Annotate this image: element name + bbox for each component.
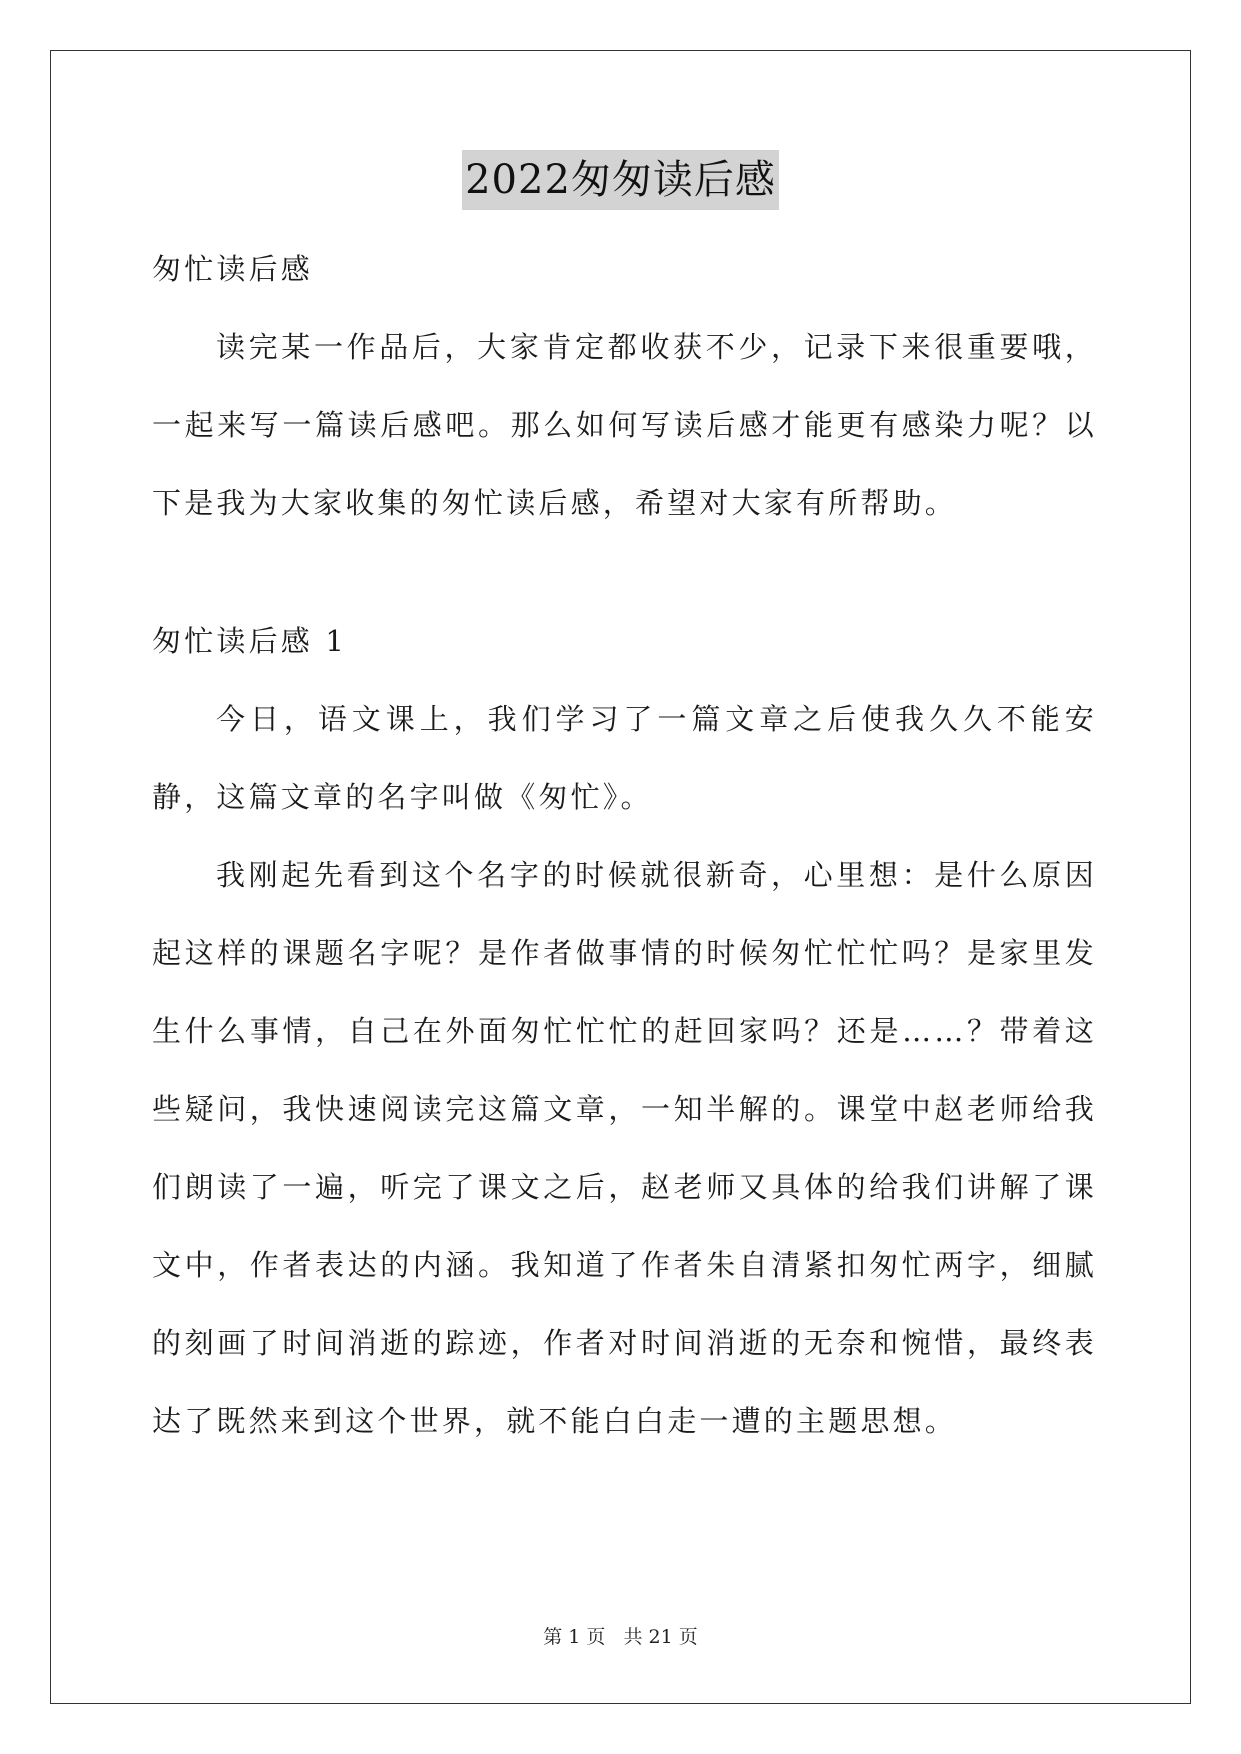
body-paragraph: 今日，语文课上，我们学习了一篇文章之后使我久久不能安静，这篇文章的名字叫做《匆忙》。 [152,702,1097,814]
body-paragraph: 我刚起先看到这个名字的时候就很新奇，心里想：是什么原因起这样的课题名字呢？是作者做事情的时候匆忙忙忙吗？是家里发生什么事情，自己在外面匆忙忙忙的赶回家吗？还是……？带着这些疑问，我快速阅读完这篇文章，一知半解的。课堂中赵老师给我们朗读了一遍，听完了课文之后，赵老师又具体的给我们讲解了课文中，作者表达的内涵。我知道了作者朱自清紧扣匆忙两字，细腻的刻画了时间消逝的踪迹，作者对时间消逝的无奈和惋惜，最终表达了既然来到这个世界，就不能白白走一遭的主题思想。 [152,858,1097,1438]
section-spacer [152,542,1097,602]
section-heading: 匆忙读后感 1 [152,624,348,658]
page-footer [0,1622,1241,1649]
document-title: 2022匆匆读后感 [462,150,779,210]
intro-paragraph: 读完某一作品后，大家肯定都收获不少，记录下来很重要哦，一起来写一篇读后感吧。那么如何写读后感才能更有感染力呢？以下是我为大家收集的匆忙读后感，希望对大家有所帮助。 [152,330,1097,520]
document-subtitle: 匆忙读后感 [152,252,314,286]
page-number: 第 1 页 [543,1626,606,1648]
title-container [0,150,1241,210]
document-body [152,230,1097,1460]
page-total: 共 21 页 [623,1626,698,1648]
